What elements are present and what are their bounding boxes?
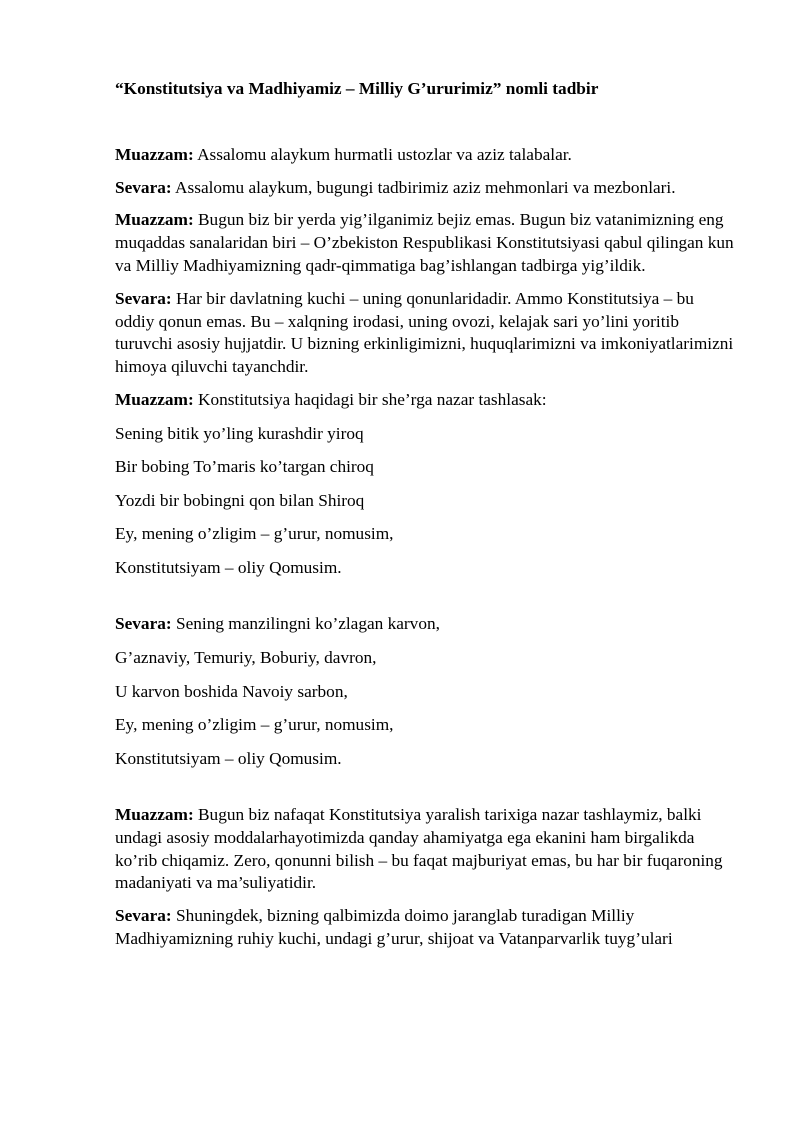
dialogue-paragraph — [115, 389, 735, 412]
poem-line: Konstitutsiyam – oliy Qomusim. — [115, 748, 342, 768]
dialogue-paragraph — [115, 804, 735, 895]
paragraph-text: Assalomu alaykum hurmatli ustozlar va aziz talabalar. — [197, 144, 572, 164]
dialogue-paragraph — [115, 905, 735, 951]
speaker-name: Muazzam: — [115, 389, 194, 409]
dialogue-paragraph — [115, 288, 735, 379]
poem-line: Sening bitik yo’ling kurashdir yiroq — [115, 423, 364, 443]
poem-line: G’aznaviy, Temuriy, Boburiy, davron, — [115, 647, 377, 667]
document-page — [115, 78, 735, 961]
blank-line — [115, 591, 735, 614]
poem-line — [115, 613, 735, 636]
dialogue-paragraph — [115, 144, 735, 167]
poem-line-text: Sening manzilingni ko’zlagan karvon, — [175, 614, 440, 634]
speaker-name: Muazzam: — [115, 210, 194, 230]
speaker-name: Sevara: — [115, 177, 172, 197]
paragraph-text: Konstitutsiya haqidagi bir she’rga nazar tashlasak: — [198, 389, 547, 409]
speaker-name: Muazzam: — [115, 805, 194, 825]
dialogue-paragraph — [115, 209, 735, 277]
speaker-name: Sevara: — [115, 288, 172, 308]
document-title: “Konstitutsiya va Madhiyamiz – Milliy G’ururimiz” nomli tadbir — [115, 79, 599, 98]
paragraph-text: Assalomu alaykum, bugungi tadbirimiz aziz mehmonlari va mezbonlari. — [175, 177, 676, 197]
paragraph-text: Shuningdek, bizning qalbimizda doimo jaranglab turadigan Milliy Madhiyamizning ruhiy kuchi, undagi g’urur, shijoat va Vatanparvarlik tuyg’ulari — [115, 906, 673, 949]
poem-line: Yozdi bir bobingni qon bilan Shiroq — [115, 490, 365, 510]
paragraph-text: Har bir davlatning kuchi – uning qonunlaridadir. Ammo Konstitutsiya – bu oddiy qonun emas. Bu – xalqning irodasi, uning ovozi, kelajak sari yo’lini yoritib turuvchi asosiy hujjatdir. U bizning erkinligimizni, huquqlarimizni va imkoniyatlarimizni himoya qiluvchi tayanchdir. — [115, 288, 734, 377]
poem-line: U karvon boshida Navoiy sarbon, — [115, 681, 348, 701]
poem-line: Konstitutsiyam – oliy Qomusim. — [115, 557, 342, 577]
speaker-name: Muazzam: — [115, 144, 194, 164]
poem-line: Bir bobing To’maris ko’targan chiroq — [115, 457, 374, 477]
speaker-name: Sevara: — [115, 614, 172, 634]
blank-line — [115, 781, 735, 804]
speaker-name: Sevara: — [115, 906, 172, 926]
paragraph-text: Bugun biz bir yerda yig’ilganimiz bejiz emas. Bugun biz vatanimizning eng muqaddas sanalaridan biri – O’zbekiston Respublikasi Konstitutsiyasi qabul qilingan kun va Milliy Madhiyamizning qadr-qimmatiga bag’ishlangan tadbirga yig’ildik. — [115, 210, 734, 275]
poem-line: Ey, mening o’zligim – g’urur, nomusim, — [115, 524, 394, 544]
paragraph-text: Bugun biz nafaqat Konstitutsiya yaralish tarixiga nazar tashlaymiz, balki undagi asosiy moddalarhayotimizda qanday ahamiyatga ega ekanini ham birgalikda ko’rib chiqamiz. Zero, qonunni bilish – bu faqat majburiyat emas, bu har bir fuqaroning madaniyati va ma’suliyatidir. — [115, 805, 723, 893]
dialogue-paragraph — [115, 177, 735, 200]
poem-line: Ey, mening o’zligim – g’urur, nomusim, — [115, 715, 394, 735]
